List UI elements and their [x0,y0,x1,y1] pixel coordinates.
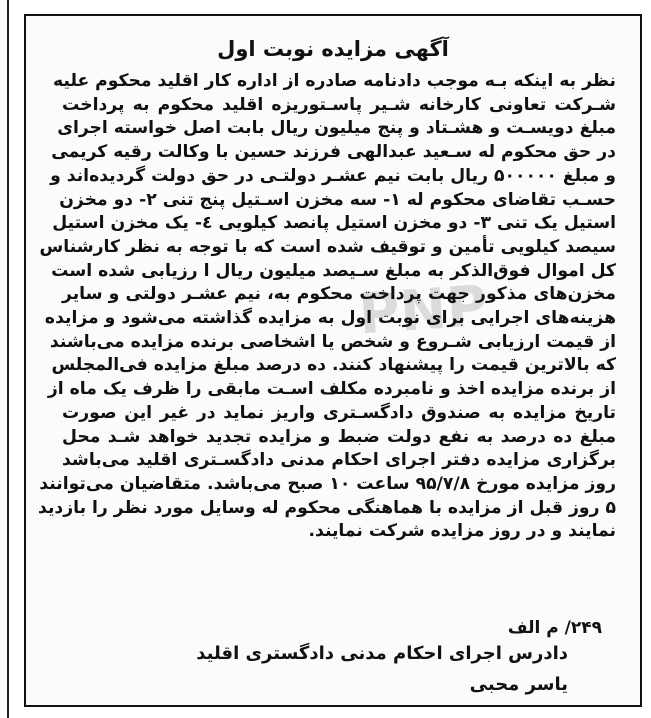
notice-body [38,70,616,544]
body-line: کل اموال فوق‌الذکر به مبلغ سـیصد میلیون ریال ا رزیابی شده است [51,260,616,281]
watermark-logo: PNP [356,273,490,348]
body-line: که بالاترین قیمت را پیشنهاد کنند. ده درصد مبلغ مزایده فی‌المجلس [51,355,616,376]
notice-title: آگهی مزایده نوبت اول [217,37,449,61]
body-line: مبلغ ده درصد به نفع دولت ضبط و مزایده تجدید خواهد شـد محل [62,426,616,447]
body-line: نمایند و در روز مزایده شرکت نمایند. [308,521,616,542]
body-line: هزینه‌های اجرایی برای نوبت اول به مزایده گذاشته می‌شود و مزایده [44,308,616,329]
signature-name: یاسر محبی [469,674,568,695]
body-line: از برنده مزایده اخذ و نامبرده مکلف اسـت مابقی را ظرف یک ماه از [47,379,616,400]
body-line: برگزاری مزایده دفتر اجرای احکام مدنی دادگسـتری اقلید می‌باشد [62,450,616,471]
adjacent-column-border [0,0,9,718]
body-line: مخزن‌های مذکور جهت پرداخت محکوم به، نیم عشـر دولتی و سایر [62,284,616,305]
body-line: استیل یک تنی ۳- دو مخزن استیل پانصد کیلویی ٤- یک مخزن استیل [52,213,616,234]
body-line: مبلغ دویسـت و هشـتاد و پنج میلیون ریال بابت اصل خواسته اجرای [57,118,616,139]
body-line: ۵ روز قبل از مزایده با هماهنگی محکوم له وسایل مورد نظر را بازدید [38,497,616,518]
reference-number: ۲۴۹/ م الف [507,618,602,638]
body-line: در حق محکوم له سـعید عبدالهی فرزند حسین با وکالت رقیه کریمی [51,142,616,163]
body-line: تاریخ مزایده به صندوق دادگسـتری واریز نماید در غیر این صورت [62,402,616,423]
body-line: شـرکت تعاونی کارخانه شـیر پاسـتوریزه اقلید محکوم به پرداخت [62,94,616,115]
body-line: حسـب تقاضای محکوم له ۱- سه مخزن اسـتیل پنج تنی ۲- دو مخزن [59,189,616,210]
body-line: سیصد کیلویی تأمین و توقیف شده است که با توجه به نظر کارشناس [39,236,616,257]
auction-notice [24,14,642,707]
body-line: نظر به اینکه بـه موجب دادنامه صادره از اداره کار اقلید محکوم علیه [53,71,616,91]
body-line: از قیمت ارزیابی شـروع و شخص یا اشخاصی برنده مزایده می‌باشند [49,331,616,352]
body-line: و مبلغ ۵۰۰۰۰۰ ریال بابت نیم عشـر دولتـی در حق دولت گردیده‌اند و [50,165,616,186]
body-line: روز مزایده مورخ ۹۵/۷/۸ ساعت ۱۰ صبح می‌باشد. متقاضیان می‌توانند [39,473,616,494]
signature-title: دادرس اجرای احکام مدنی دادگستری اقلید [196,643,568,664]
